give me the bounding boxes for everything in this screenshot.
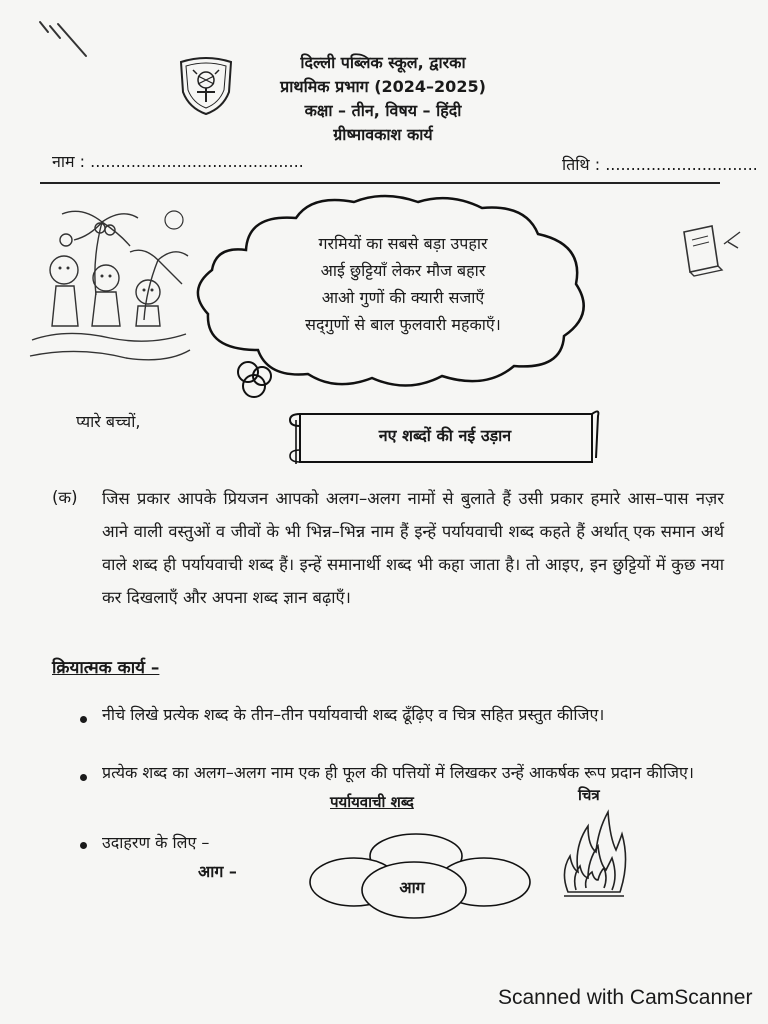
children-illustration [26,200,194,372]
poem-line-4: सद्‌गुणों से बाल फुलवारी महकाएँ। [305,315,501,334]
school-name: दिल्ली पब्लिक स्कूल, द्वारका [300,53,466,72]
bullet-3-text: उदाहरण के लिए – [102,833,210,852]
poem-line-1: गरमियों का सबसे बड़ा उपहार [318,234,488,253]
bullet-dot [80,716,87,723]
scanner-watermark: Scanned with CamScanner [498,986,753,1009]
synonyms-label: पर्यायवाची शब्द [330,793,414,811]
poem-line-2: आई छुट्टियाँ लेकर मौज बहार [320,261,486,280]
fire-icon [558,806,630,902]
class-subject: कक्षा – तीन, विषय – हिंदी [304,101,462,120]
banner-title: नए शब्दों की नई उड़ान [378,426,512,445]
flower-center-word: आग [399,878,425,897]
page-title: ग्रीष्मावकाश कार्य [333,125,433,144]
name-field: नाम : .......................................... [52,152,304,171]
bullet-1-text: नीचे लिखे प्रत्येक शब्द के तीन–तीन पर्यायवाची शब्द ढूँढ़िए व चित्र सहित प्रस्तुत कीजिए। [102,705,605,724]
section-marker: (क) [52,488,78,507]
example-word: आग – [198,862,237,881]
pen-mark [36,16,96,64]
header-rule [40,182,720,184]
book-icon [678,222,744,278]
school-logo [175,56,237,118]
activity-heading: क्रियात्मक कार्य – [52,658,160,678]
date-field: तिथि : .............................. [562,155,758,174]
wing-year: प्राथमिक प्रभाग (2024–2025) [280,77,486,96]
section-k-text: जिस प्रकार आपके प्रियजन आपको अलग–अलग नामों से बुलाते हैं उसी प्रकार हमारे आस–पास नज़र आने वाली वस्तुओं व जीवों के भी भिन्न–भिन्न नाम हैं इन्हें पर्यायवाची शब्द कहते हैं अर्थात् एक समान अर्थ वाले शब्द ही पर्यायवाची शब्द हैं। इन्हें समानार्थी शब्द भी कहा जाता है। तो आइए, इन छुट्टियों में कुछ नया कर दिखलाएँ और अपना शब्द ज्ञान बढ़ाएँ। [102,489,724,607]
bullet-dot [80,842,87,849]
bullet-dot [80,774,87,781]
poem-line-3: आओ गुणों की क्यारी सजाएँ [321,288,485,307]
greeting: प्यारे बच्चों, [76,412,141,431]
bullet-2-text: प्रत्येक शब्द का अलग–अलग नाम एक ही फूल की पत्तियों में लिखकर उन्हें आकर्षक रूप प्रदान कीजिए। [102,763,694,782]
picture-label: चित्र [578,786,600,804]
